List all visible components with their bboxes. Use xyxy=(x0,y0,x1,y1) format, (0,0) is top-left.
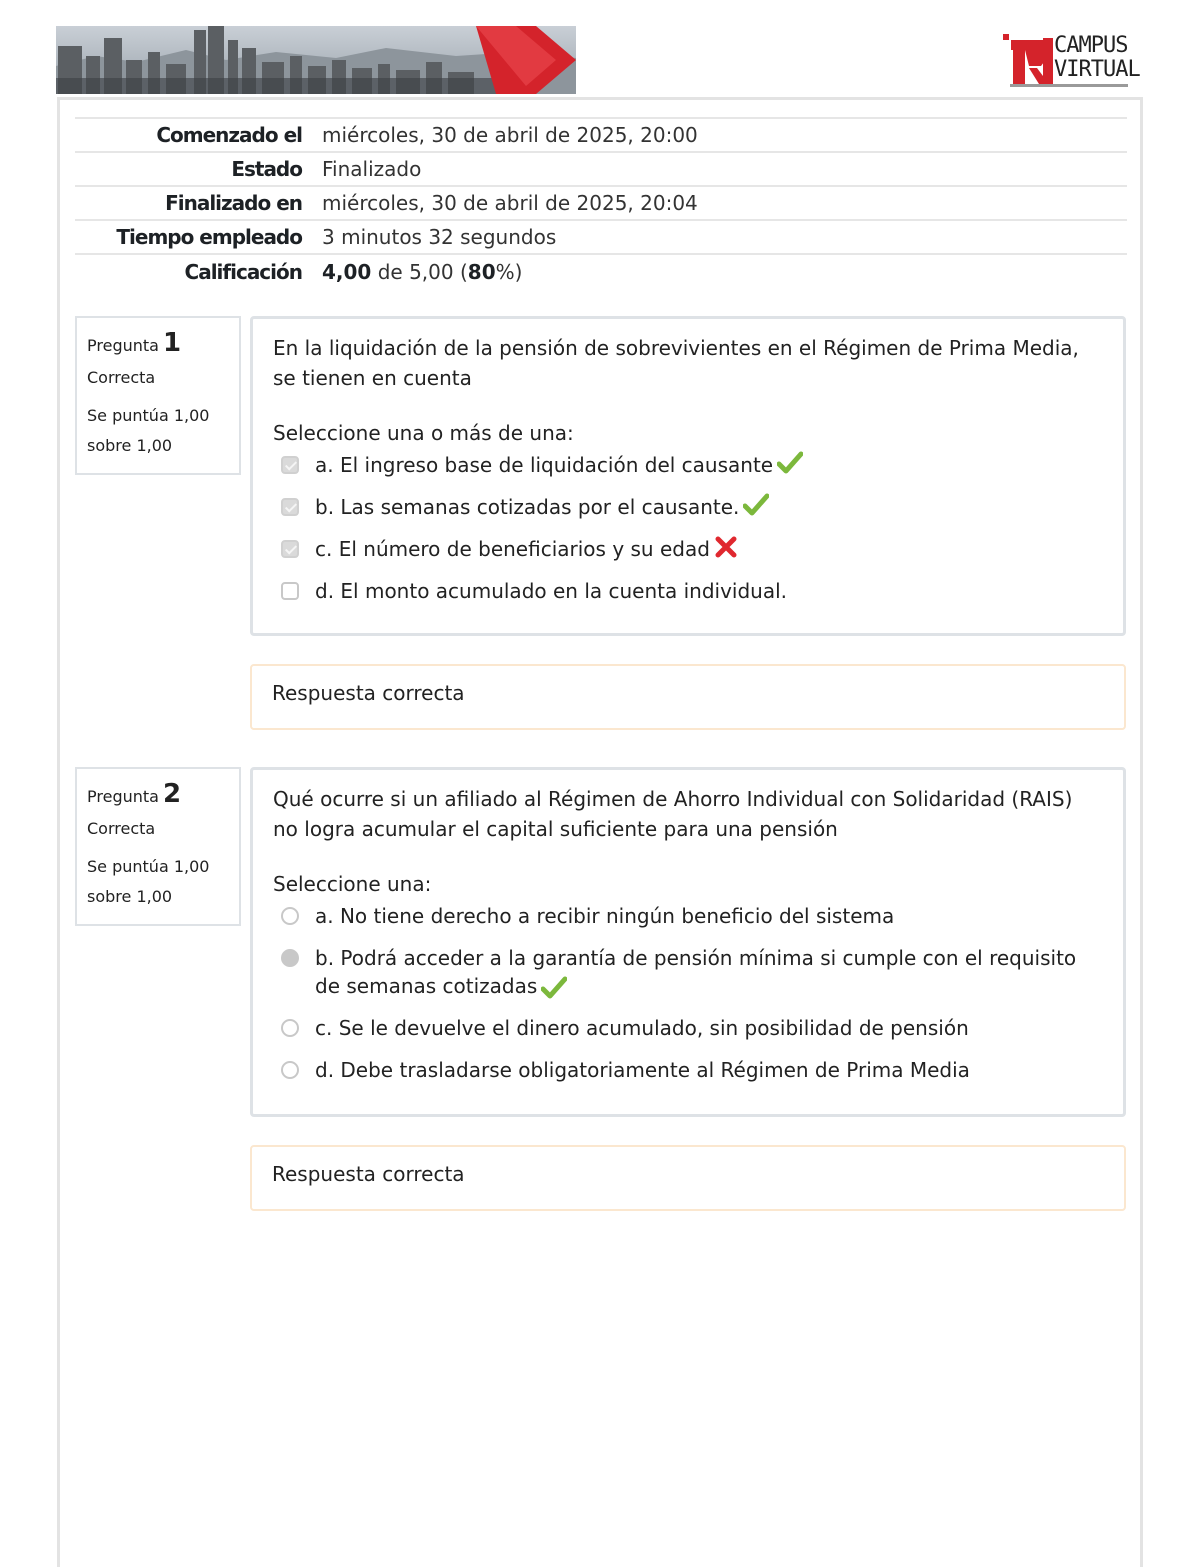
summary-label: Estado xyxy=(231,157,302,181)
attempt-summary-table xyxy=(75,117,1127,288)
summary-label: Finalizado en xyxy=(165,191,302,215)
answer-option[interactable] xyxy=(281,451,1103,479)
answer-checkbox[interactable] xyxy=(281,582,299,600)
summary-value: 3 minutos 32 segundos xyxy=(322,225,557,249)
answer-prompt: Seleccione una o más de una: xyxy=(273,421,574,445)
question-1-content xyxy=(250,316,1126,636)
logo-line-virtual: VIRTUAL xyxy=(1054,57,1140,82)
correct-check-icon xyxy=(743,493,769,517)
logo-underline xyxy=(1010,84,1128,87)
answer-option[interactable] xyxy=(281,902,1103,930)
summary-row-time-taken xyxy=(75,220,1127,254)
question-grade xyxy=(87,852,229,912)
incorrect-cross-icon xyxy=(714,535,738,559)
grade-percent: 80 xyxy=(467,259,496,284)
answer-radio[interactable] xyxy=(281,1061,299,1079)
question-grade-line: Se puntúa 1,00 xyxy=(87,406,210,425)
question-label: Pregunta xyxy=(87,787,159,806)
question-state: Correcta xyxy=(87,368,156,387)
summary-grade-value: 4,00 de 5,00 (80%) xyxy=(322,259,523,284)
summary-label: Tiempo empleado xyxy=(116,225,302,249)
question-1-feedback xyxy=(250,664,1126,730)
summary-value: miércoles, 30 de abril de 2025, 20:04 xyxy=(322,191,698,215)
summary-label: Calificación xyxy=(184,259,302,284)
summary-value: Finalizado xyxy=(322,157,422,181)
summary-row-state xyxy=(75,152,1127,186)
answer-checkbox[interactable] xyxy=(281,540,299,558)
question-grade xyxy=(87,401,229,461)
logo-line-campus: CAMPUS xyxy=(1054,33,1128,58)
answer-prompt: Seleccione una: xyxy=(273,872,432,896)
question-text: Qué ocurre si un afiliado al Régimen de Ahorro Individual con Solidaridad (RAIS) no logra acumular el capital suficiente para una pensión xyxy=(273,787,1073,841)
question-2-content xyxy=(250,767,1126,1117)
answer-label: c. Se le devuelve el dinero acumulado, sin posibilidad de pensión xyxy=(315,1016,969,1040)
question-grade-line: sobre 1,00 xyxy=(87,436,173,455)
feedback-text: Respuesta correcta xyxy=(272,681,465,705)
answer-radio[interactable] xyxy=(281,949,299,967)
question-grade-line: sobre 1,00 xyxy=(87,887,173,906)
answer-radio[interactable] xyxy=(281,907,299,925)
question-text: En la liquidación de la pensión de sobrevivientes en el Régimen de Prima Media, se tienen en cuenta xyxy=(273,336,1079,390)
answer-label: a. El ingreso base de liquidación del causante xyxy=(315,453,774,477)
answer-option[interactable] xyxy=(281,493,1103,521)
header-banner-image xyxy=(56,26,576,94)
answer-label: b. Podrá acceder a la garantía de pensión mínima si cumple con el requisito de semanas cotizadas xyxy=(315,946,1077,998)
answer-option[interactable] xyxy=(281,1056,1103,1084)
question-number xyxy=(87,779,229,809)
answer-option[interactable] xyxy=(281,535,1103,563)
correct-check-icon xyxy=(777,451,803,475)
answer-checkbox[interactable] xyxy=(281,456,299,474)
answer-label: a. No tiene derecho a recibir ningún beneficio del sistema xyxy=(315,904,895,928)
answer-option[interactable] xyxy=(281,944,1103,1000)
summary-value: miércoles, 30 de abril de 2025, 20:00 xyxy=(322,123,698,147)
question-number-value: 2 xyxy=(162,779,182,809)
question-label: Pregunta xyxy=(87,336,159,355)
feedback-text: Respuesta correcta xyxy=(272,1162,465,1186)
question-2-feedback xyxy=(250,1145,1126,1211)
question-grade-line: Se puntúa 1,00 xyxy=(87,857,210,876)
question-2-info xyxy=(75,767,241,926)
question-number-value: 1 xyxy=(162,328,182,358)
answer-checkbox[interactable] xyxy=(281,498,299,516)
summary-row-finished xyxy=(75,186,1127,220)
answer-radio[interactable] xyxy=(281,1019,299,1037)
answer-label: d. El monto acumulado en la cuenta individual. xyxy=(315,579,788,603)
question-number xyxy=(87,328,229,358)
answer-option[interactable] xyxy=(281,1014,1103,1042)
answer-label: c. El número de beneficiarios y su edad xyxy=(315,537,710,561)
correct-check-icon xyxy=(541,976,567,1000)
summary-row-started xyxy=(75,118,1127,152)
question-state: Correcta xyxy=(87,819,156,838)
answer-label: b. Las semanas cotizadas por el causante. xyxy=(315,495,740,519)
answer-option[interactable] xyxy=(281,577,1103,605)
logo-text xyxy=(1054,34,1140,82)
answer-label-wrap xyxy=(315,944,1103,1000)
answer-label: d. Debe trasladarse obligatoriamente al Régimen de Prima Media xyxy=(315,1058,970,1082)
grade-score: 4,00 xyxy=(322,259,372,284)
summary-row-grade xyxy=(75,254,1127,288)
question-1-info xyxy=(75,316,241,475)
summary-label: Comenzado el xyxy=(156,123,302,147)
grade-of: de 5,00 xyxy=(377,259,454,284)
